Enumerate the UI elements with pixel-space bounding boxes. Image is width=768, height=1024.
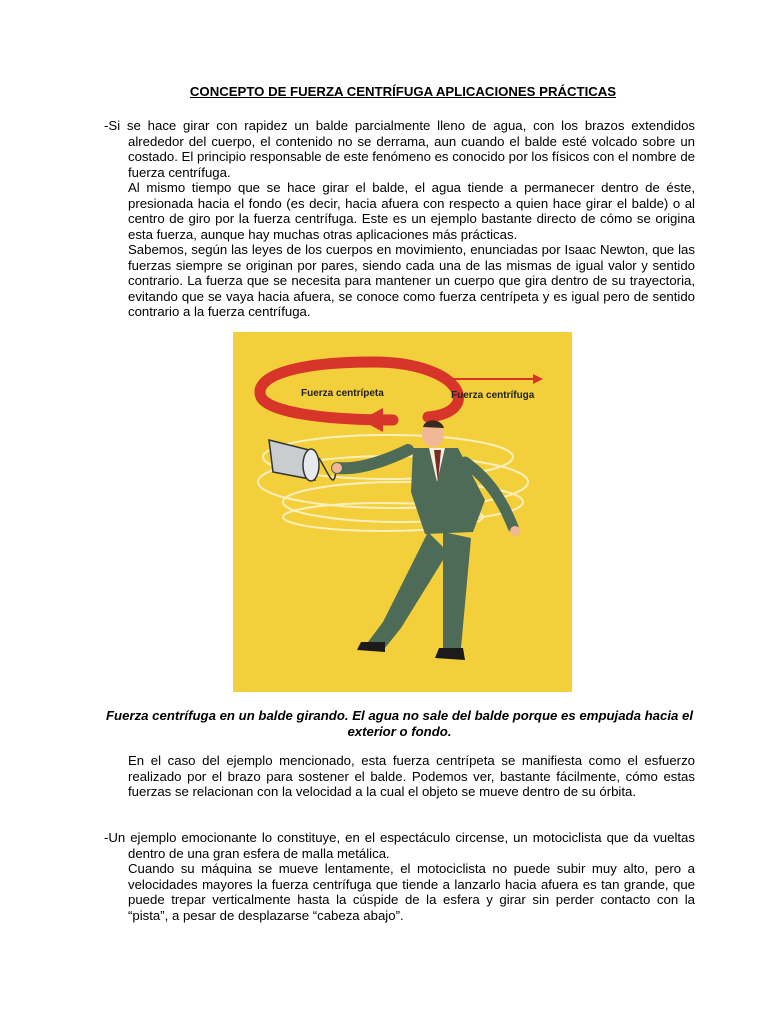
paragraph: Cuando su máquina se mueve lentamente, el motociclista no puede subir muy alto, pero a velocidades mayores la fuerza centrífuga que tiende a lanzarlo hacia afuera es tan grande, que puede trepar verticalmente hasta la cúspide de la esfera y girar sin perder contacto con la “pista”, a pesar de desplazarse “cabeza abajo”.	[128, 861, 695, 923]
paragraph: -Un ejemplo emocionante lo constituye, en el espectáculo circense, un motociclista que da vueltas dentro de una gran esfera de malla metálica.	[104, 830, 695, 861]
explanation-section	[104, 753, 695, 800]
illustration-bucket-spinning	[233, 332, 572, 692]
bucket-icon	[269, 440, 337, 481]
label-centripeta: Fuerza centrípeta	[301, 388, 384, 399]
paragraph: En el caso del ejemplo mencionado, esta fuerza centrípeta se manifiesta como el esfuerzo realizado por el brazo para sostener el balde. Podemos ver, bastante fácilmente, cómo estas fuerzas se relacionan con la velocidad a la cual el objeto se mueve dentro de su órbita.	[128, 753, 695, 799]
intro-section	[104, 118, 695, 320]
page-title	[0, 84, 768, 99]
example-section	[104, 830, 695, 923]
paragraph: -Si se hace girar con rapidez un balde parcialmente lleno de agua, con los brazos extendidos alrededor del cuerpo, el contenido no se derrama, aun cuando el balde esté volcado sobre un costado. El principio responsable de este fenómeno es conocido por los físicos con el nombre de fuerza centrífuga.	[104, 118, 695, 180]
centrifugal-arrow	[451, 374, 543, 384]
illustration-svg	[233, 332, 572, 692]
label-centrifuga: Fuerza centrífuga	[451, 390, 535, 401]
page-title-text: CONCEPTO DE FUERZA CENTRÍFUGA APLICACIONES PRÁCTICAS	[189, 84, 617, 99]
paragraph: Al mismo tiempo que se hace girar el balde, el agua tiende a permanecer dentro de éste, presionada hacia el fondo (es decir, hacia afuera con respecto a quien hace girar el balde) o al centro de giro por la fuerza centrífuga. Este es un ejemplo bastante directo de cómo se origina esta fuerza, aunque hay muchas otras aplicaciones más prácticas.	[128, 180, 695, 242]
figure-caption: Fuerza centrífuga en un balde girando. El agua no sale del balde porque es empujada hacia el exterior o fondo.	[106, 708, 693, 739]
paragraph: Sabemos, según las leyes de los cuerpos en movimiento, enunciadas por Isaac Newton, que las fuerzas siempre se originan por pares, siendo cada una de las mismas de igual valor y sentido contrario. La fuerza que se necesita para mantener un cuerpo que gira dentro de su trayectoria, evitando que se vaya hacia afuera, se conoce como fuerza centrípeta y es igual pero de sentido contrario a la fuerza centrífuga.	[128, 242, 695, 319]
